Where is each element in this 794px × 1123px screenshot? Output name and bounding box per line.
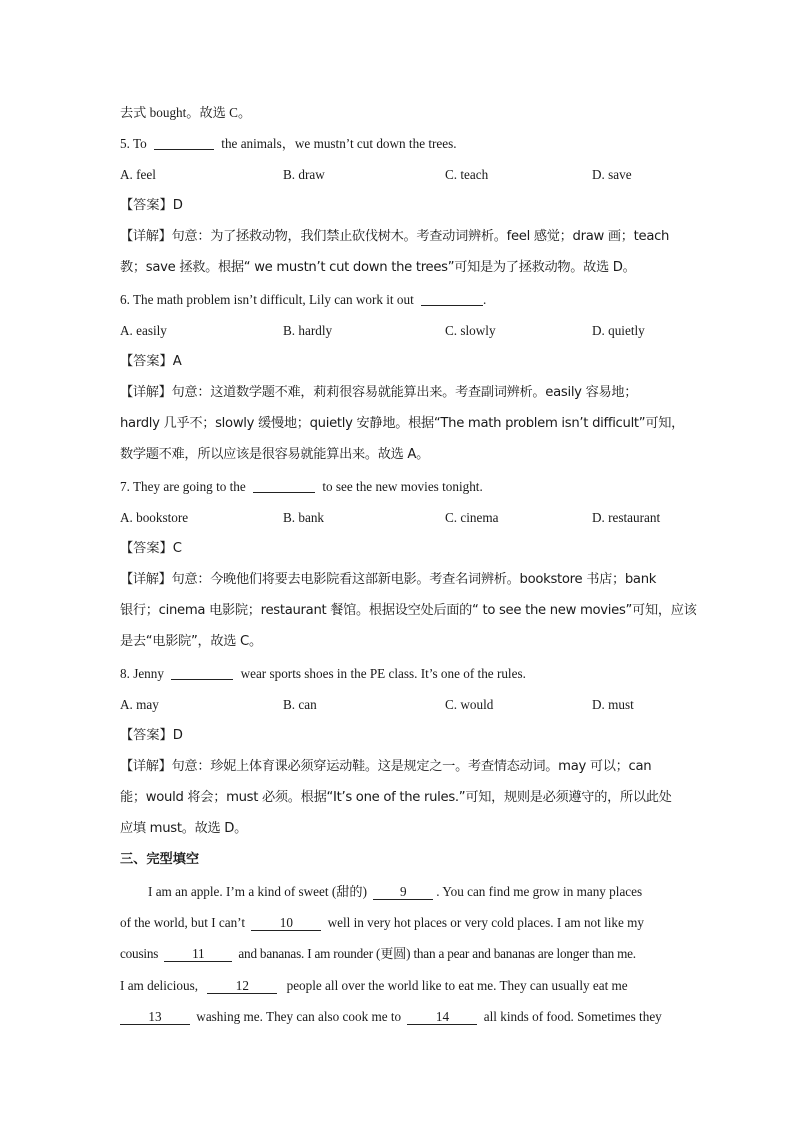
answer-blank <box>154 135 214 150</box>
question-text: 8. Jenny <box>120 666 164 681</box>
option-b: B. bank <box>283 510 325 525</box>
question-5 <box>120 134 676 154</box>
gap-11: 11 <box>164 946 232 962</box>
passage-line <box>120 976 676 996</box>
option-a: A. bookstore <box>120 510 189 525</box>
answer-blank <box>421 291 483 306</box>
passage-text: I am an apple. I’m a kind of sweet (甜的) <box>148 884 367 899</box>
passage-line <box>120 1007 676 1027</box>
question-text: 7. They are going to the <box>120 479 246 494</box>
passage-line <box>120 944 676 964</box>
explanation-line: 【详解】句意：为了拯救动物，我们禁止砍伐树木。考查动词辨析。feel 感觉；draw 画；teach <box>120 229 670 244</box>
question-text: 6. The math problem isn’t difficult, Lily can work it out <box>120 292 414 307</box>
passage-text: I am delicious, <box>120 978 199 993</box>
section-heading: 三、完型填空 <box>120 852 200 867</box>
explanation-line: 数学题不难，所以应该是很容易就能算出来。故选 A。 <box>120 447 430 462</box>
explanation-line: 是去“电影院”，故选 C。 <box>120 634 262 649</box>
option-a: A. feel <box>120 167 156 182</box>
option-b: B. can <box>283 697 317 712</box>
explanation-line: 【详解】句意：这道数学题不难，莉莉很容易就能算出来。考查副词辨析。easily 容易地； <box>120 385 638 400</box>
passage-text: people all over the world like to eat me. They can usually eat me <box>286 978 628 993</box>
answer-line: 【答案】D <box>120 728 183 743</box>
option-c: C. would <box>445 697 494 712</box>
answer-blank <box>253 478 315 493</box>
explanation-line: 【详解】句意：珍妮上体育课必须穿运动鞋。这是规定之一。考查情态动词。may 可以；can <box>120 759 652 774</box>
gap-9: 9 <box>373 884 433 900</box>
passage-text: cousins <box>120 946 159 961</box>
passage-text: of the world, but I can’t <box>120 915 246 930</box>
passage-text: and bananas. I am rounder (更圆) than a pear and bananas are longer than me. <box>238 946 636 961</box>
gap-13: 13 <box>120 1009 190 1025</box>
option-d: D. must <box>592 697 634 712</box>
gap-14: 14 <box>407 1009 477 1025</box>
explanation-line: hardly 几乎不；slowly 缓慢地；quietly 安静地。根据“The math problem isn’t difficult”可知， <box>120 416 684 431</box>
gap-10: 10 <box>251 915 321 931</box>
question-7 <box>120 477 676 497</box>
explanation-line: 【详解】句意：今晚他们将要去电影院看这部新电影。考查名词辨析。bookstore 书店；bank <box>120 572 657 587</box>
explanation-line: 银行；cinema 电影院；restaurant 餐馆。根据设空处后面的“ to see the new movies”可知，应该 <box>120 603 697 618</box>
passage-line <box>148 882 674 902</box>
question-text: 5. To <box>120 136 147 151</box>
explanation-line: 应填 must。故选 D。 <box>120 821 248 836</box>
passage-text: well in very hot places or very cold places. I am not like my <box>327 915 645 930</box>
passage-line <box>120 913 676 933</box>
option-d: D. restaurant <box>592 510 661 525</box>
question-8 <box>120 664 676 684</box>
option-d: D. quietly <box>592 323 645 338</box>
passage-text: washing me. They can also cook me to <box>196 1009 402 1024</box>
explanation-line: 能；would 将会；must 必须。根据“It’s one of the rules.”可知，规则是必须遵守的，所以此处 <box>120 790 672 805</box>
option-c: C. slowly <box>445 323 496 338</box>
question-text: the animals，we mustn’t cut down the trees. <box>221 136 457 151</box>
passage-text: . You can find me grow in many places <box>436 884 643 899</box>
answer-line: 【答案】A <box>120 354 182 369</box>
answer-line: 【答案】D <box>120 198 183 213</box>
question-6 <box>120 290 676 310</box>
gap-12: 12 <box>207 978 277 994</box>
option-c: C. teach <box>445 167 489 182</box>
question-text: wear sports shoes in the PE class. It’s one of the rules. <box>240 666 526 681</box>
explanation-line: 教；save 拯救。根据“ we mustn’t cut down the trees”可知是为了拯救动物。故选 D。 <box>120 260 636 275</box>
option-b: B. draw <box>283 167 325 182</box>
period: . <box>483 292 487 307</box>
option-d: D. save <box>592 167 632 182</box>
option-a: A. may <box>120 697 159 712</box>
text-line: 去式 bought。故选 C。 <box>120 105 252 120</box>
answer-line: 【答案】C <box>120 541 182 556</box>
passage-text: all kinds of food. Sometimes they <box>483 1009 662 1024</box>
answer-blank <box>171 665 233 680</box>
option-a: A. easily <box>120 323 167 338</box>
question-text: to see the new movies tonight. <box>322 479 483 494</box>
option-b: B. hardly <box>283 323 333 338</box>
option-c: C. cinema <box>445 510 499 525</box>
